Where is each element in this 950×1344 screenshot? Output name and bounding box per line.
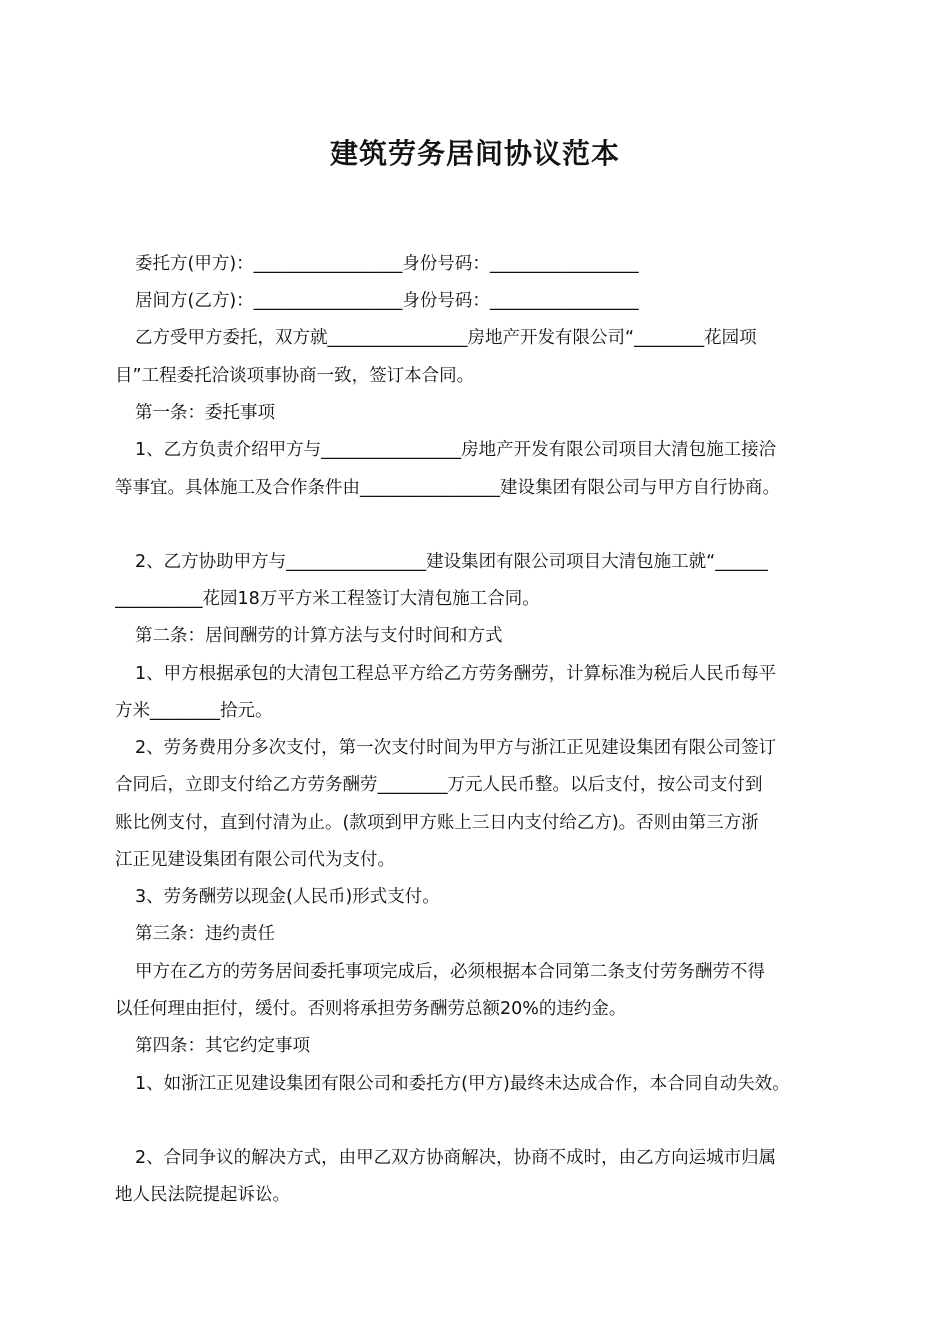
paragraph-text: 2、劳务费用分多次支付，第一次支付时间为甲方与浙江正见建设集团有限公司签订 xyxy=(135,738,777,758)
paragraph-text: 1、甲方根据承包的大清包工程总平方给乙方劳务酬劳，计算标准为税后人民币每平 xyxy=(135,664,777,684)
paragraph-text: 等事宜。具体施工及合作条件由________________建设集团有限公司与甲方自行协商。 xyxy=(115,478,780,498)
paragraph-text: 1、乙方负责介绍甲方与________________房地产开发有限公司项目大清包施工接洽 xyxy=(135,440,777,460)
paragraph-text: 合同后，立即支付给乙方劳务酬劳________万元人民币整。以后支付，按公司支付到 xyxy=(115,775,763,795)
paragraph-text: 乙方受甲方委托，双方就________________房地产开发有限公司“________花园项 xyxy=(135,328,757,348)
section-heading: 第四条：其它约定事项 xyxy=(135,1036,310,1056)
paragraph-text: 2、合同争议的解决方式，由甲乙双方协商解决，协商不成时，由乙方向运城市归属 xyxy=(135,1148,777,1168)
paragraph-text: 目”工程委托洽谈项事协商一致，签订本合同。 xyxy=(115,366,475,386)
paragraph-text: 以任何理由拒付，缓付。否则将承担劳务酬劳总额20%的违约金。 xyxy=(115,999,627,1019)
paragraph-text: 方米________拾元。 xyxy=(115,701,273,721)
paragraph-text: 地人民法院提起诉讼。 xyxy=(115,1185,290,1205)
paragraph-text: 江正见建设集团有限公司代为支付。 xyxy=(115,850,395,870)
paragraph-text: 1、如浙江正见建设集团有限公司和委托方(甲方)最终未达成合作，本合同自动失效。 xyxy=(135,1074,790,1094)
document-title: 建筑劳务居间协议范本 xyxy=(329,137,620,170)
paragraph-text: 甲方在乙方的劳务居间委托事项完成后，必须根据本合同第二条支付劳务酬劳不得 xyxy=(135,962,765,982)
paragraph-text: 账比例支付，直到付清为止。(款项到甲方账上三日内支付给乙方)。否则由第三方浙 xyxy=(115,813,759,833)
paragraph-text: 3、劳务酬劳以现金(人民币)形式支付。 xyxy=(135,887,440,907)
party-b-line: 居间方(乙方)：_________________身份号码：_________________ xyxy=(135,291,639,311)
paragraph-text: 2、乙方协助甲方与________________建设集团有限公司项目大清包施工就“______ xyxy=(135,552,768,572)
section-heading: 第三条：违约责任 xyxy=(135,924,275,944)
section-heading: 第一条：委托事项 xyxy=(135,403,275,423)
paragraph-text: __________花园18万平方米工程签订大清包施工合同。 xyxy=(115,589,540,609)
section-heading: 第二条：居间酬劳的计算方法与支付时间和方式 xyxy=(135,626,503,646)
party-a-line: 委托方(甲方)：_________________身份号码：_________________ xyxy=(135,254,639,274)
